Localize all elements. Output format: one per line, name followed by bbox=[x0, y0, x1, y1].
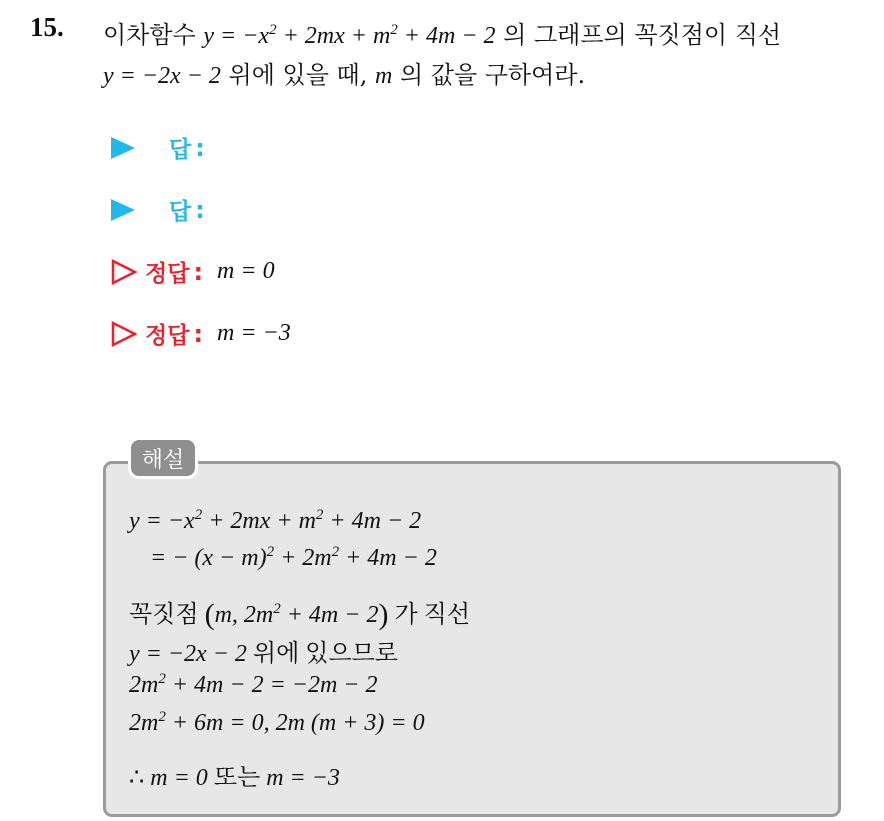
answer-label: 답 bbox=[169, 137, 192, 163]
question-line-2-mid: 위에 있을 때, bbox=[220, 61, 375, 89]
correct-answer-colon: : bbox=[193, 257, 204, 286]
answer-label: 답 bbox=[169, 199, 192, 225]
solution-line-1-text: $y = -x^2 + 2mx + m^2 + 4m - 2$ bbox=[129, 507, 422, 534]
question-line-1-post: 의 그래프의 꼭짓점이 직선 bbox=[495, 21, 782, 49]
play-arrow-icon bbox=[111, 199, 135, 221]
question-number: 15. bbox=[30, 12, 64, 42]
question-line-2-equation: y = −2x − 2 bbox=[103, 63, 221, 89]
play-arrow-icon bbox=[111, 137, 135, 159]
solution-line-3 bbox=[129, 594, 470, 629]
answer-blank-1[interactable] bbox=[111, 131, 205, 164]
correct-answer-label: 정답 bbox=[145, 323, 190, 349]
correct-answer-value: m = −3 bbox=[217, 320, 291, 346]
solution-line-6-text: $2m^2 + 6m = 0$, 2m (m + 3) = 0 bbox=[129, 709, 425, 736]
solution-tag: 해설 bbox=[128, 437, 198, 479]
solution-line-4 bbox=[129, 633, 398, 668]
question-line-2 bbox=[103, 55, 585, 90]
solution-line-2 bbox=[150, 545, 437, 572]
correct-answer-value: m = 0 bbox=[217, 258, 275, 284]
solution-line-1 bbox=[129, 508, 421, 535]
question-line-1-equation: $y = -x^2 + 2mx + m^2 + 4m - 2$ bbox=[203, 22, 496, 49]
answer-colon: : bbox=[195, 133, 205, 162]
solution-line-5-text: $2m^2 + 4m - 2 = -2m - 2$ bbox=[129, 671, 378, 698]
correct-answer-colon: : bbox=[193, 319, 204, 348]
solution-line-2-text: = − $(x - m)^2 + 2m^2 + 4m - 2$ bbox=[150, 544, 437, 571]
answer-blank-2[interactable] bbox=[111, 193, 205, 226]
solution-line-7-text: ∴ m = 0 또는 m = −3 bbox=[129, 765, 340, 791]
hollow-arrow-icon bbox=[111, 321, 137, 347]
answer-colon: : bbox=[195, 195, 205, 224]
hollow-arrow-icon bbox=[111, 259, 137, 285]
question-line-2-var: m bbox=[374, 63, 393, 89]
correct-answer-1 bbox=[111, 255, 275, 288]
solution-line-7 bbox=[129, 757, 340, 792]
correct-answer-label: 정답 bbox=[145, 261, 190, 287]
solution-line-5 bbox=[129, 672, 377, 699]
correct-answer-2 bbox=[111, 317, 291, 350]
question-line-2-post: 의 값을 구하여라. bbox=[392, 61, 586, 89]
solution-line-3-text: 꼭짓점 (m, $2m^2 + 4m - 2$) 가 직선 bbox=[129, 598, 471, 631]
solution-line-6 bbox=[129, 710, 425, 737]
question-line-1 bbox=[103, 15, 781, 50]
question-line-1-pre: 이차함수 bbox=[103, 21, 204, 49]
solution-line-4-text: y = −2x − 2 위에 있으므로 bbox=[129, 641, 398, 667]
